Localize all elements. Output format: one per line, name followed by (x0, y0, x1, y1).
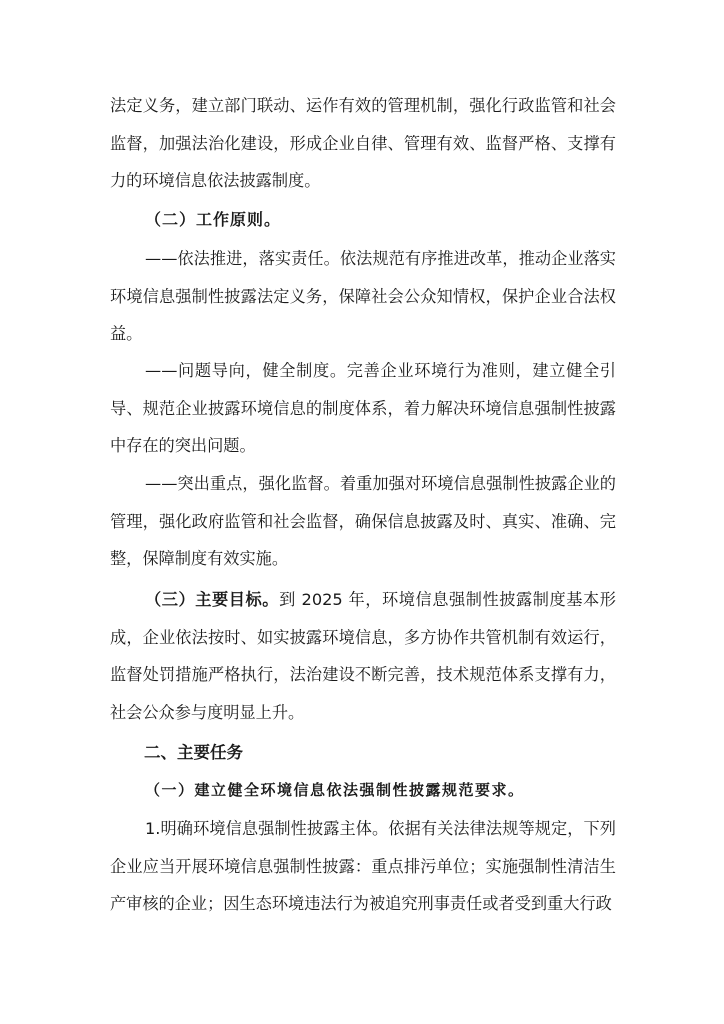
chapter-heading-main-tasks: 二、主要任务 (144, 743, 243, 762)
main-goals-label: （三）主要目标。 (145, 590, 280, 609)
paragraph-principle-lawful: ——依法推进，落实责任。依法规范有序推进改革，推动企业落实环境信息强制性披露法定义务，保障社会公众知情权，保护企业合法权益。 (110, 249, 616, 344)
paragraph-intro-continuation: 法定义务，建立部门联动、运作有效的管理机制，强化行政监管和社会监督，加强法治化建设，形成企业自律、管理有效、监督严格、支撑有力的环境信息依法披露制度。 (110, 96, 616, 191)
paragraph-principle-focus: ——突出重点，强化监督。着重加强对环境信息强制性披露企业的管理，强化政府监管和社会监督，确保信息披露及时、真实、准确、完整，保障制度有效实施。 (110, 474, 616, 569)
paragraph-task-1-subjects: 1.明确环境信息强制性披露主体。依据有关法律法规等规定，下列企业应当开展环境信息强制性披露：重点排污单位；实施强制性清洁生产审核的企业；因生态环境违法行为被追究刑事责任或者受到重大行政 (110, 819, 616, 914)
section-heading-task-1: （一）建立健全环境信息依法强制性披露规范要求。 (145, 781, 525, 799)
main-goals-text: 到 2025 年，环境信息强制性披露制度基本形成，企业依法按时、如实披露环境信息，多方协作共管机制有效运行，监督处罚措施严格执行，法治建设不断完善，技术规范体系支撑有力，社会公众参与度明显上升。 (110, 590, 616, 722)
paragraph-principle-problem-oriented: ——问题导向，健全制度。完善企业环境行为准则，建立健全引导、规范企业披露环境信息的制度体系，着力解决环境信息强制性披露中存在的突出问题。 (110, 361, 616, 456)
section-heading-work-principles: （二）工作原则。 (145, 210, 282, 229)
paragraph-main-goals (110, 581, 616, 731)
